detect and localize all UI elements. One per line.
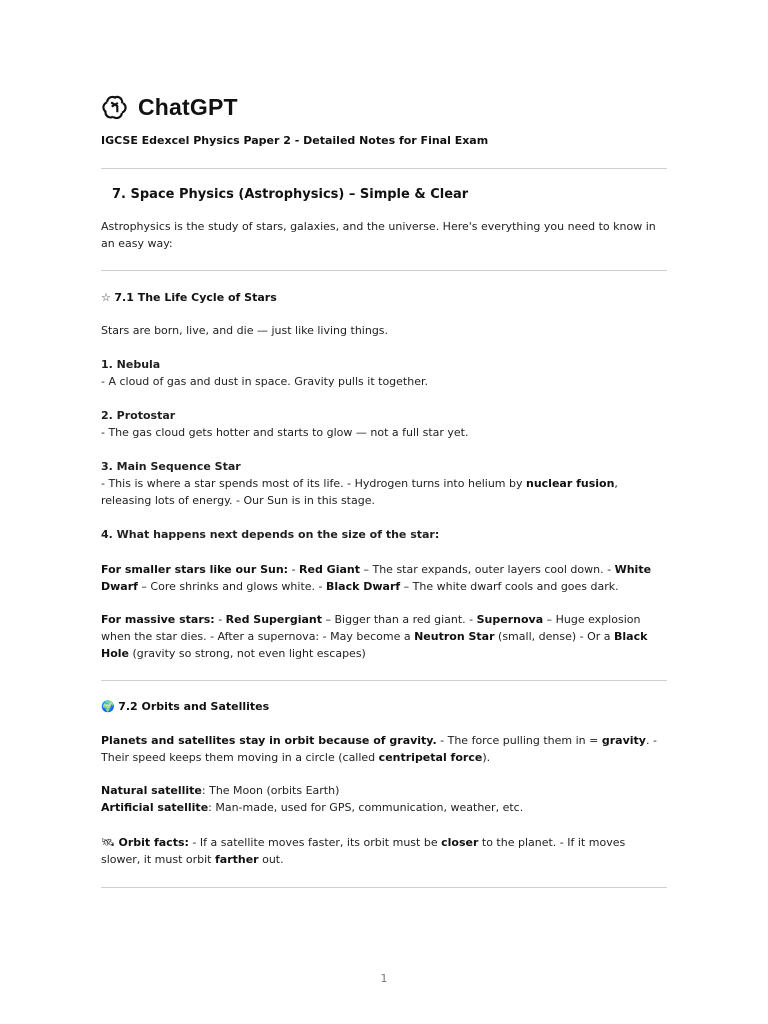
openai-logo-icon <box>101 94 128 121</box>
nebula-item <box>101 356 667 390</box>
text-run: - The force pulling them in = <box>436 734 602 747</box>
life-cycle-heading <box>101 289 667 306</box>
white-dwarf-term: White Dwarf <box>101 563 652 593</box>
text-run: (small, dense) - Or a <box>494 630 615 643</box>
text-run: – The white dwarf cools and goes dark. <box>400 580 619 593</box>
main-sequence-text <box>101 475 667 509</box>
text-run: (gravity so strong, not even light escapes) <box>129 647 366 660</box>
text-run: - This is where a star spends most of its life. - Hydrogen turns into helium by <box>101 477 526 490</box>
star-icon: ☆ <box>101 291 111 304</box>
red-supergiant-term: Red Supergiant <box>225 613 322 626</box>
text-run: to the planet. - If it moves slower, it must orbit <box>101 836 626 866</box>
divider <box>101 168 667 169</box>
neutron-star-term: Neutron Star <box>414 630 495 643</box>
text-run: . - Their speed keeps them moving in a circle (called <box>101 734 657 764</box>
artificial-satellite-label: Artificial satellite <box>101 801 209 814</box>
orbits-lead: Planets and satellites stay in orbit because of gravity. <box>101 734 437 747</box>
main-sequence-title: 3. Main Sequence Star <box>101 460 241 473</box>
section-intro <box>101 218 667 252</box>
orbit-facts-paragraph <box>101 834 667 868</box>
main-sequence-item <box>101 458 667 509</box>
artificial-satellite-line <box>101 799 667 816</box>
centripetal-force-term: centripetal force <box>378 751 483 764</box>
globe-icon: 🌍 <box>101 700 115 713</box>
massive-stars-paragraph <box>101 611 667 662</box>
natural-satellite-line <box>101 782 667 799</box>
text-run: - If a satellite moves faster, its orbit must be <box>188 836 442 849</box>
nebula-title: 1. Nebula <box>101 358 161 371</box>
brand-name: ChatGPT <box>138 93 238 120</box>
text-run: ). <box>482 751 491 764</box>
section-intro-text: Astrophysics is the study of stars, galaxies, and the universe. Here's everything you need to know in an easy way: <box>101 220 656 250</box>
nuclear-fusion-term: nuclear fusion <box>526 477 615 490</box>
orbits-heading <box>101 698 667 715</box>
text-run: - <box>214 613 226 626</box>
text-run: - <box>288 563 300 576</box>
text-run: : The Moon (orbits Earth) <box>201 784 340 797</box>
nebula-text: - A cloud of gas and dust in space. Gravity pulls it together. <box>101 375 428 388</box>
text-run: , releasing lots of energy. - Our Sun is in this stage. <box>101 477 618 507</box>
orbit-facts-label: Orbit facts: <box>118 836 189 849</box>
document-title: IGCSE Edexcel Physics Paper 2 - Detailed Notes for Final Exam <box>101 134 489 147</box>
divider <box>101 270 667 271</box>
black-dwarf-term: Black Dwarf <box>326 580 401 593</box>
next-stage-title: 4. What happens next depends on the size of the star: <box>101 528 440 541</box>
protostar-item <box>101 407 667 441</box>
section-title: 7. Space Physics (Astrophysics) – Simple & Clear <box>112 187 469 202</box>
satellite-icon: 🛰 <box>101 836 115 849</box>
closer-term: closer <box>441 836 479 849</box>
black-hole-term: Black Hole <box>101 630 648 660</box>
natural-satellite-label: Natural satellite <box>101 784 202 797</box>
smaller-stars-paragraph <box>101 561 667 595</box>
text-run: – Bigger than a red giant. - <box>321 613 477 626</box>
life-cycle-intro: Stars are born, live, and die — just like living things. <box>101 324 389 337</box>
red-giant-term: Red Giant <box>299 563 360 576</box>
gravity-term: gravity <box>601 734 646 747</box>
text-run: – Huge explosion when the star dies. - After a supernova: - May become a <box>101 613 641 643</box>
text-run: out. <box>258 853 284 866</box>
divider <box>101 680 667 681</box>
page-number: 1 <box>380 972 388 985</box>
text-run: – Core shrinks and glows white. - <box>137 580 326 593</box>
text-run: : Man-made, used for GPS, communication, weather, etc. <box>208 801 524 814</box>
next-stage-heading <box>101 526 667 543</box>
protostar-text: - The gas cloud gets hotter and starts to glow — not a full star yet. <box>101 426 469 439</box>
farther-term: farther <box>215 853 259 866</box>
divider <box>101 887 667 888</box>
orbits-paragraph <box>101 732 667 766</box>
text-run: – The star expands, outer layers cool down. - <box>360 563 615 576</box>
orbits-heading-text: 7.2 Orbits and Satellites <box>118 700 270 713</box>
protostar-title: 2. Protostar <box>101 409 176 422</box>
smaller-stars-lead: For smaller stars like our Sun: <box>101 563 289 576</box>
brand-header <box>101 93 238 121</box>
massive-stars-lead: For massive stars: <box>101 613 215 626</box>
satellite-types <box>101 782 667 816</box>
supernova-term: Supernova <box>476 613 544 626</box>
life-cycle-heading-text: 7.1 The Life Cycle of Stars <box>114 291 277 304</box>
